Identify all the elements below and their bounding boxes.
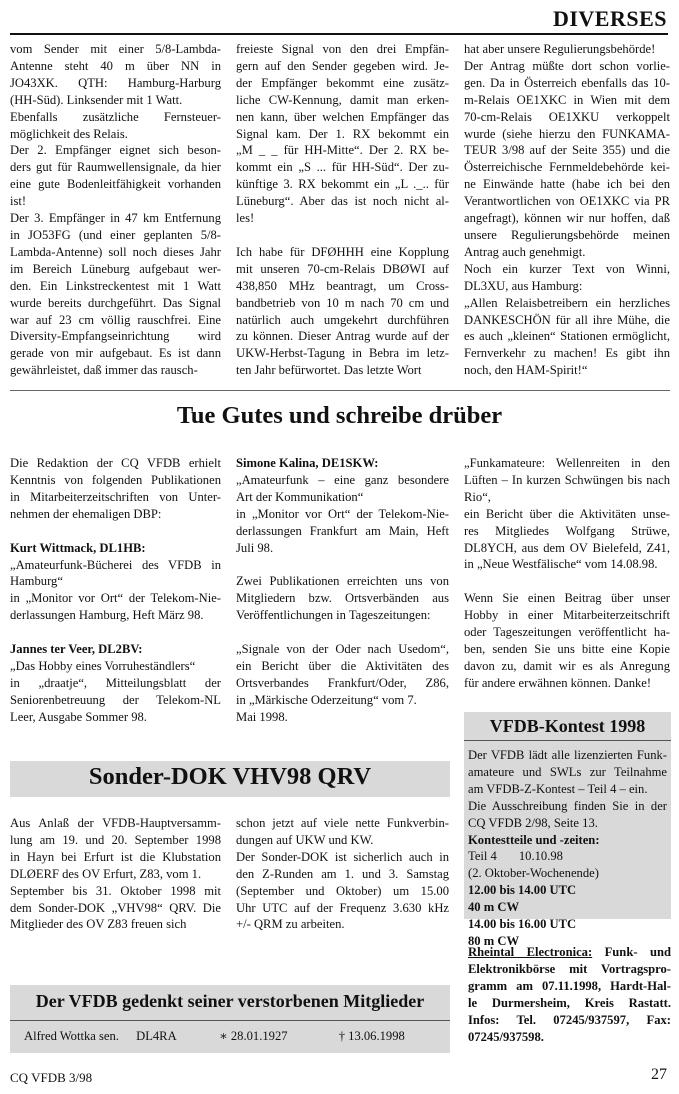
gutes-col3-a-line: Rio“, xyxy=(464,489,491,504)
gedenken-died: 13.06.1998 xyxy=(348,1029,405,1043)
gutes-col2-end-line: in „Märkische Oderzeitung“ vom 7. xyxy=(236,692,417,707)
sonderdok-col1-lines-line: Aus Anlaß der VFDB-Hauptversamm- xyxy=(10,816,221,830)
simone-text-line: Juli 98. xyxy=(236,540,274,555)
top-col3-lines-line: es auch „kleinen“ Stationen ermöglicht, xyxy=(464,329,670,344)
jannes-text xyxy=(10,658,221,726)
gutes-col2-mid-line: Zwei Publikationen erreichten uns von xyxy=(236,574,449,589)
kontest-weekend: (2. Oktober-Wochenende) xyxy=(468,866,599,881)
page-number: 27 xyxy=(651,1066,667,1083)
gutes-col3 xyxy=(464,455,670,692)
top-col3-lines-line: angefragt), können wir nur hoffen, daß xyxy=(464,211,670,226)
top-col3-lines-line: 70-cm-Relais OE1XKU verkoppelt xyxy=(464,109,670,124)
kontest-row-1-time: 12.00 bis 14.00 UTC xyxy=(468,883,577,898)
top-col1-lines-line: den. Ein Linkstreckentest mit 1 Watt xyxy=(10,278,221,293)
divider-1 xyxy=(10,390,670,391)
sonderdok-col2-lines-line: dungen auf UKW und KW. xyxy=(236,832,374,847)
sonderdok-col2-lines-line: Uhr UTC auf der Frequenz 3.630 kHz xyxy=(236,900,449,915)
sonderdok-col1 xyxy=(10,815,221,933)
kurt-text-line: in „Monitor vor Ort“ der Telekom-Nie- xyxy=(10,591,221,606)
rheintal-notice xyxy=(468,944,671,1045)
gutes-col3-b-line: für andere erwähnen können. Danke! xyxy=(464,675,652,690)
top-col2-lines-line: „M _ _ für HH-Mitte“. Der 2. RX be- xyxy=(236,143,449,158)
gutes-col3-b-line: Wenn Sie einen Beitrag über unser xyxy=(464,591,670,606)
top-col2-lines-line: UKW-Herbst-Tagung in Bebra im letz- xyxy=(236,346,449,361)
top-col1-lines-line: Der 3. Empfänger in 47 km Entfernung xyxy=(10,211,221,226)
rheintal-line-1 xyxy=(468,944,671,961)
top-col3-lines-line: noch, den HAM-Spirit!“ xyxy=(464,363,588,378)
kontest-teil-label: Teil 4 xyxy=(468,849,497,864)
sonderdok-col1-lines-line: dem Sonder-DOK „VHV98“ QRV. Die xyxy=(10,900,221,915)
top-col2-lines-line: Ich habe für DFØHHH eine Kopplung xyxy=(236,244,449,259)
sonderdok-col1-lines-line: Mitglieder des OV Z83 freuen sich xyxy=(10,917,187,932)
top-col2-lines-line: Lüneburg“. Aber das ist noch nicht al- xyxy=(236,194,449,209)
top-col2-lines-line: gern auf den Sender gegeben wird. Je- xyxy=(236,58,449,73)
jannes-text-line: Leer, Ausgabe Sommer 98. xyxy=(10,709,147,724)
top-col3-lines-line: wurde (siehe hierzu den FUNKAMA- xyxy=(464,126,670,141)
gedenken-rule xyxy=(10,1020,450,1021)
top-article-col3 xyxy=(464,41,670,379)
simone-text-line: „Amateurfunk – eine ganz besondere xyxy=(236,472,449,487)
sonderdok-col1-lines-line: lung am 19. und 20. September 1998 xyxy=(10,832,221,847)
top-col2-lines-line: Signal kam. Der 1. RX bekommt ein xyxy=(236,126,449,141)
rheintal-line-2: Elektronikbörse mit Vortragspro- xyxy=(468,961,671,976)
top-col2-lines-line: natürlich auch umgekehrt durchführen xyxy=(236,312,449,327)
sonderdok-col2-lines-line: +/- QRM zu arbeiten. xyxy=(236,917,345,932)
top-col2-lines-line: kommt ein „S ... für HH-Süd“. Der zu- xyxy=(236,160,449,175)
gedenken-born: 28.01.1927 xyxy=(230,1029,288,1043)
gedenken-title: Der VFDB gedenkt seiner verstorbenen Mitglieder xyxy=(35,991,425,1011)
gutes-col3-a-line: „Funkamateure: Wellenreiten in den xyxy=(464,456,670,470)
sonderdok-col2-lines-line: schon jetzt auf viele nette Funkverbin- xyxy=(236,816,449,830)
died-symbol-icon: † xyxy=(338,1029,345,1043)
top-col3-lines-line: Österreichische Fernmeldebehörde kei- xyxy=(464,160,670,175)
gutes-intro-line: in Mitarbeiterzeitschriften von Unter- xyxy=(10,489,221,504)
gutes-intro xyxy=(10,455,221,523)
top-col1-lines-line: gewährleistet, daß immer das rausch- xyxy=(10,363,198,378)
kontest-text-line: CQ VFDB 2/98, Seite 13. xyxy=(468,815,598,830)
sonderdok-col1-lines xyxy=(10,815,221,933)
kontest-text-line: amateure und SWLs zur Teilnahme xyxy=(468,764,667,779)
gutes-col3-a-line: ein Bericht über die Aktivitäten unse- xyxy=(464,506,670,521)
kurt-text-line: derlassungen Hamburg, Heft März 98. xyxy=(10,608,204,623)
simone-text xyxy=(236,472,449,557)
top-col2-lines-line: der Empfänger bekommt eine zusätz- xyxy=(236,75,449,90)
top-col3-lines-line: Verantwortlichen von OE1XKC via PR xyxy=(464,194,670,209)
gedenken-entry xyxy=(24,1028,444,1045)
top-col1-lines-line: ders gut für Raumwellensignale, da hier xyxy=(10,160,221,175)
kurt-name: Kurt Wittmack, DL1HB: xyxy=(10,540,146,555)
top-col1-lines-line: wurde bereits durchgeführt. Das Signal xyxy=(10,295,221,310)
simone-name: Simone Kalina, DE1SKW: xyxy=(236,456,379,470)
kontest-row-2-time: 14.00 bis 16.00 UTC xyxy=(468,917,577,932)
gedenken-name: Alfred Wottka sen. xyxy=(24,1029,119,1043)
top-col3-lines-line: Fernverkehr zu machen! Es gibt ihn xyxy=(464,346,670,361)
top-col2-lines-line: künftige 3. RX bekommt ein „L ._.. für xyxy=(236,177,449,192)
sonderdok-col2-lines-line: den Z-Runden am 1. und 3. Samstag xyxy=(236,866,449,881)
top-col2-lines-line xyxy=(236,227,449,244)
kontest-text xyxy=(468,747,667,832)
jannes-text-line: Seniorenbetreuung der Telekom-NL xyxy=(10,692,221,707)
top-col3-lines-line: DANKESCHÖN für all ihre Mühe, die xyxy=(464,312,670,327)
top-col1-lines-line: ist! xyxy=(10,194,27,209)
gutes-title: Tue Gutes und schreibe drüber xyxy=(176,402,503,429)
top-col1-lines-line: Ebenfalls zusätzliche Fernsteuer- xyxy=(10,109,221,124)
top-col2-lines xyxy=(236,41,449,379)
sonderdok-title: Sonder-DOK VHV98 QRV xyxy=(88,763,372,790)
jannes-name: Jannes ter Veer, DL2BV: xyxy=(10,642,143,657)
top-col2-lines-line: nen kann, über welchen Empfänger das xyxy=(236,109,449,124)
top-col1-lines-line: vom Sender mit einer 5/8-Lambda- xyxy=(10,42,221,56)
gutes-col3-a-line: Lüften – In kurzen Schwüngen bis nach xyxy=(464,472,670,487)
kontest-text-line: am VFDB-Z-Kontest – Teil 4 – ein. xyxy=(468,781,648,796)
top-col1-lines-line: war auf 23 cm völlig rauschfrei. Eine xyxy=(10,312,221,327)
top-col1-lines-line: im Bereich Lüneburg aufgebaut wer- xyxy=(10,261,221,276)
top-col3-lines-line: m-Relais OE1XKC in Wien mit dem xyxy=(464,92,670,107)
gutes-col3-b-line: davon zu, damit wir es als Anregung xyxy=(464,658,670,673)
top-col2-lines-line: 438,850 MHz beantragt, um Cross- xyxy=(236,278,449,293)
kontest-title-rule xyxy=(464,740,671,741)
sonderdok-col1-lines-line: in Hayn bei Erfurt ist die Klubstation xyxy=(10,849,221,864)
gutes-col3-b-line: Hobby in einer Mitarbeiterzeitschrift xyxy=(464,608,670,623)
rheintal-line-1-rest: Funk- und xyxy=(592,945,671,959)
kontest-text-line: Der VFDB lädt alle lizenzierten Funk- xyxy=(468,748,667,762)
top-col3-lines-line: „Allen Relaisbetreibern ein herzliches xyxy=(464,295,670,310)
sonderdok-col2-lines-line: (September und Oktober) um 15.00 xyxy=(236,883,449,898)
gedenken-call: DL4RA xyxy=(136,1029,176,1043)
top-col3-lines-line: gen. Da in Österreich ebenfalls das 10- xyxy=(464,75,670,90)
header-rule xyxy=(10,33,668,35)
gutes-col2-mid xyxy=(236,573,449,624)
gutes-intro-line: Kenntnis von folgenden Publikationen xyxy=(10,472,221,487)
top-col3-lines-line: Antrag auch genehmigt. xyxy=(464,244,586,259)
kontest-teil-date: 10.10.98 xyxy=(518,849,563,864)
gutes-col3-b-line: oder Tageszeitungen veröffentlicht ha- xyxy=(464,625,670,640)
top-col2-lines-line: mit unseren 70-cm-Relais DBØWI auf xyxy=(236,261,449,276)
gutes-col3-b xyxy=(464,590,670,691)
simone-text-line: derlassungen Frankfurt am Main, Heft xyxy=(236,523,449,538)
gutes-col3-a-line: res Mitgliedes Wolfgang Strüwe, xyxy=(464,523,670,538)
top-col2-lines-line: ten Jahr befürwortet. Das letzte Wort xyxy=(236,363,422,378)
gutes-col3-a-line: in „Neue Westfälische“ vom 14.08.98. xyxy=(464,557,658,572)
top-col1-lines-line: Diversity-Empfangseinrichtung wird xyxy=(10,329,221,344)
gutes-col2-end-line: Mai 1998. xyxy=(236,709,288,724)
top-col3-lines-line: ne Einwände hatte (habe ich bei den xyxy=(464,177,670,192)
top-col3-lines-line: TEUR 3/98 auf der Seite 355) und die xyxy=(464,143,670,158)
top-col1-lines-line: möglichkeit des Relais. xyxy=(10,126,128,141)
kontest-teil xyxy=(468,848,667,865)
top-col2-lines-line: bandbetrieb von 10 m nach 70 cm und xyxy=(236,295,449,310)
kontest-text-line: Die Ausschreibung finden Sie in der xyxy=(468,798,667,813)
top-col1-lines-line: (HH-Süd). Linksender mit 1 Watt. xyxy=(10,92,183,107)
gutes-col2 xyxy=(236,455,449,726)
top-col2-lines-line: zu können. Dieser Antrag wurde auf der xyxy=(236,329,449,344)
simone-text-line: in „Monitor vor Ort“ der Telekom-Nie- xyxy=(236,506,449,521)
top-col3-lines-line: unsere Regulierungsbehörde meinen xyxy=(464,227,670,242)
top-col3-lines-line: hat aber unsere Regulierungsbehörde! xyxy=(464,42,656,56)
top-col3-lines-line: Noch ein kurzer Text von Winni, xyxy=(464,261,670,276)
jannes-text-line: in „draatje“, Mitteilungsblatt der xyxy=(10,675,221,690)
top-col1-lines-line: eine gute Bodenleitfähigkeit vorhanden xyxy=(10,177,221,192)
sonderdok-col2 xyxy=(236,815,449,933)
sonderdok-col2-lines xyxy=(236,815,449,933)
top-col3-lines-line: Der Antrag müßte dort schon vorlie- xyxy=(464,58,670,73)
footer-issue: CQ VFDB 3/98 xyxy=(10,1070,93,1085)
sonderdok-col1-lines-line: DLØERF des OV Erfurt, Z83, vom 1. xyxy=(10,866,202,881)
section-title: DIVERSES xyxy=(552,6,667,31)
gutes-col2-mid-line: Veröffentlichungen in Tageszeitungen: xyxy=(236,608,431,623)
gutes-intro-line: Die Redaktion der CQ VFDB erhielt xyxy=(10,456,221,470)
gutes-col2-end xyxy=(236,641,449,726)
sonderdok-col2-lines-line: Der Sonder-DOK ist sicherlich auch in xyxy=(236,849,449,864)
top-col1-lines-line: Der 2. Empfänger eignet sich beson- xyxy=(10,143,221,158)
gutes-col2-mid-line: Mitgliedern bzw. Ortsverbänden aus xyxy=(236,591,449,606)
top-col2-lines-line: les! xyxy=(236,211,255,226)
top-col1-lines-line: Antenne steht 40 m über NN in xyxy=(10,58,221,73)
top-col1-lines xyxy=(10,41,221,379)
gutes-col3-a-line: DL8YCH, aus dem OV Bielefeld, Z41, xyxy=(464,540,670,555)
rheintal-line-3: gramm am 07.11.1998, Hardt-Hal- xyxy=(468,978,671,993)
gutes-col3-b-line: ben, senden Sie uns bitte eine Kopie xyxy=(464,642,670,657)
top-col3-lines-line: DL3XU, aus Hamburg: xyxy=(464,278,583,293)
rheintal-line-5: Infos: Tel. 07245/937597, Fax: xyxy=(468,1012,671,1027)
kontest-row-2-band: 80 m CW xyxy=(468,933,520,948)
top-col2-lines-line: freieste Signal von den drei Empfän- xyxy=(236,42,449,56)
kurt-text-line: „Amateurfunk-Bücherei des VFDB in xyxy=(10,557,221,572)
jannes-text-line: „Das Hobby eines Vorruheständlers“ xyxy=(10,659,196,674)
top-article-col1 xyxy=(10,41,221,379)
top-col1-lines-line: JO43XK. QTH: Hamburg-Harburg xyxy=(10,75,221,90)
top-col3-lines xyxy=(464,41,670,379)
top-col1-lines-line: Lambda-Antenne) soll noch dieses Jahr xyxy=(10,244,221,259)
top-col1-lines-line: in JO53FG (und einer geplanten 5/8- xyxy=(10,227,221,242)
kontest-body xyxy=(468,747,667,950)
rheintal-link: Rheintal Electronica: xyxy=(468,945,593,959)
born-symbol-icon: ∗ xyxy=(219,1029,228,1043)
top-article-col2 xyxy=(236,41,449,379)
kurt-text-line: Hamburg“ xyxy=(10,574,63,589)
simone-text-line: Art der Kommunikation“ xyxy=(236,489,364,504)
gutes-col1 xyxy=(10,455,221,726)
rheintal-line-6: 07245/937598. xyxy=(468,1029,544,1044)
top-col2-lines-line: liche CW-Kennung, damit man erken- xyxy=(236,92,449,107)
gutes-col2-end-line: Ortsverbandes Frankfurt/Oder, Z86, xyxy=(236,675,449,690)
gutes-col3-a xyxy=(464,455,670,573)
kontest-row-1 xyxy=(468,882,667,916)
kontest-subhead: Kontestteile und -zeiten: xyxy=(468,832,600,847)
sonderdok-col1-lines-line: September bis 31. Oktober 1998 mit xyxy=(10,883,221,898)
kontest-row-1-band: 40 m CW xyxy=(468,900,520,915)
rheintal-line-4: le Durmersheim, Kreis Rastatt. xyxy=(468,995,671,1010)
gutes-col2-end-line: „Signale von der Oder nach Usedom“, xyxy=(236,642,449,657)
gutes-col2-end-line: ein Bericht über die Aktivitäten des xyxy=(236,659,449,674)
kurt-text xyxy=(10,557,221,625)
top-col1-lines-line: gerade von mir aufgebaut. Es ist dann xyxy=(10,346,221,361)
gutes-intro-line: nehmen der ehemaligen DBP: xyxy=(10,506,162,521)
kontest-title: VFDB-Kontest 1998 xyxy=(489,716,646,736)
